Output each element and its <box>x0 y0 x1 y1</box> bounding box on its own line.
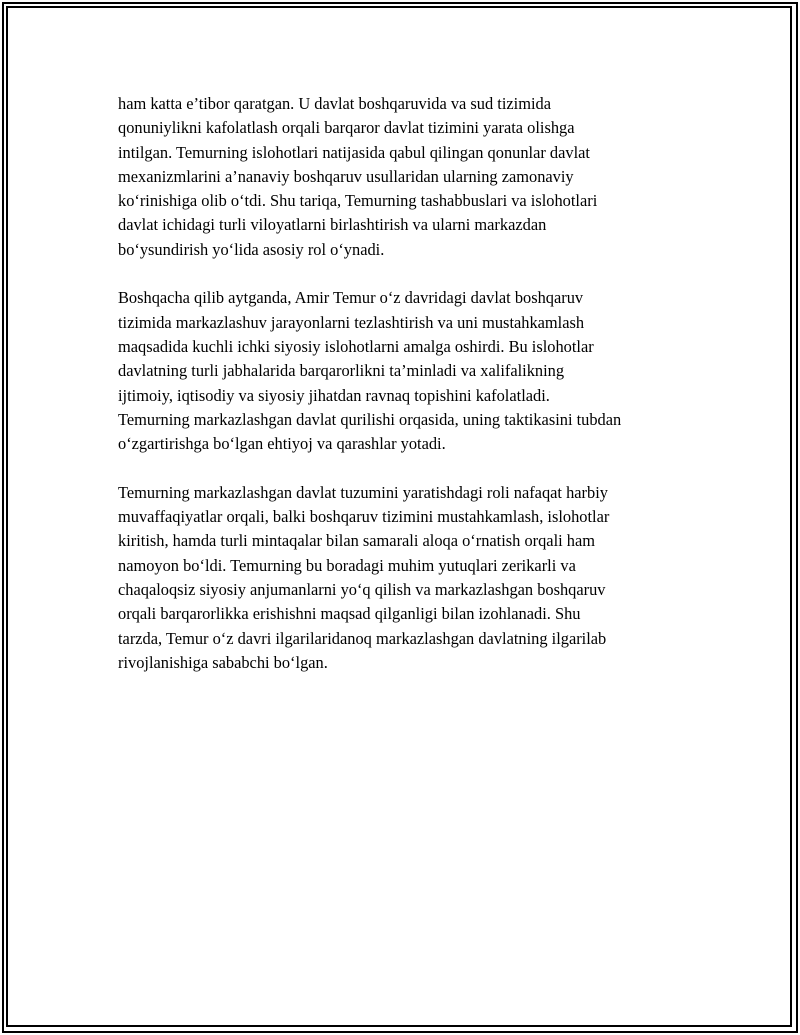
text-line: mexanizmlarini a’nanaviy boshqaruv usullaridan ularning zamonaviy <box>118 166 574 186</box>
paragraph-3 <box>118 481 698 675</box>
text-line: maqsadida kuchli ichki siyosiy islohotlarni amalga oshirdi. Bu islohotlar <box>118 336 594 356</box>
text-line: tizimida markazlashuv jarayonlarni tezlashtirish va uni mustahkamlash <box>118 312 585 332</box>
text-line: Temurning markazlashgan davlat tuzumini yaratishdagi roli nafaqat harbiy <box>118 482 608 502</box>
text-line: oʻzgartirishga boʻlgan ehtiyoj va qarashlar yotadi. <box>118 434 446 454</box>
document-body <box>118 92 698 699</box>
text-line: orqali barqarorlikka erishishni maqsad qilganligi bilan izohlanadi. Shu <box>118 604 581 624</box>
text-line: ham katta e’tibor qaratgan. U davlat boshqaruvida va sud tizimida <box>118 94 552 113</box>
text-line: koʻrinishiga olib oʻtdi. Shu tariqa, Temurning tashabbuslari va islohotlari <box>118 191 598 211</box>
text-line: muvaffaqiyatlar orqali, balki boshqaruv tizimini mustahkamlash, islohotlar <box>118 507 610 527</box>
text-line: Temurning markazlashgan davlat qurilishi orqasida, uning taktikasini tubdan <box>118 409 622 429</box>
text-line: davlatning turli jabhalarida barqarorlikni ta’minladi va xalifalikning <box>118 361 565 381</box>
paragraph-2 <box>118 286 698 456</box>
text-line: kiritish, hamda turli mintaqalar bilan samarali aloqa oʻrnatish orqali ham <box>118 531 596 551</box>
text-line: chaqaloqsiz siyosiy anjumanlarni yoʻq qilish va markazlashgan boshqaruv <box>118 579 606 599</box>
text-line: rivojlanishiga sababchi boʻlgan. <box>118 652 328 672</box>
text-line: intilgan. Temurning islohotlari natijasida qabul qilingan qonunlar davlat <box>118 142 590 162</box>
text-line: Boshqacha qilib aytganda, Amir Temur oʻz davridagi davlat boshqaruv <box>118 288 584 308</box>
text-line: boʻysundirish yoʻlida asosiy rol oʻynadi. <box>118 239 385 259</box>
text-line: davlat ichidagi turli viloyatlarni birlashtirish va ularni markazdan <box>118 215 547 235</box>
text-line: qonuniylikni kafolatlash orqali barqaror davlat tizimini yarata olishga <box>118 118 575 138</box>
text-line: ijtimoiy, iqtisodiy va siyosiy jihatdan ravnaq topishini kafolatladi. <box>118 385 550 405</box>
text-line: namoyon boʻldi. Temurning bu boradagi muhim yutuqlari zerikarli va <box>118 555 576 575</box>
text-line: tarzda, Temur oʻz davri ilgarilaridanoq markazlashgan davlatning ilgarilab <box>118 628 607 648</box>
paragraph-1 <box>118 92 698 262</box>
